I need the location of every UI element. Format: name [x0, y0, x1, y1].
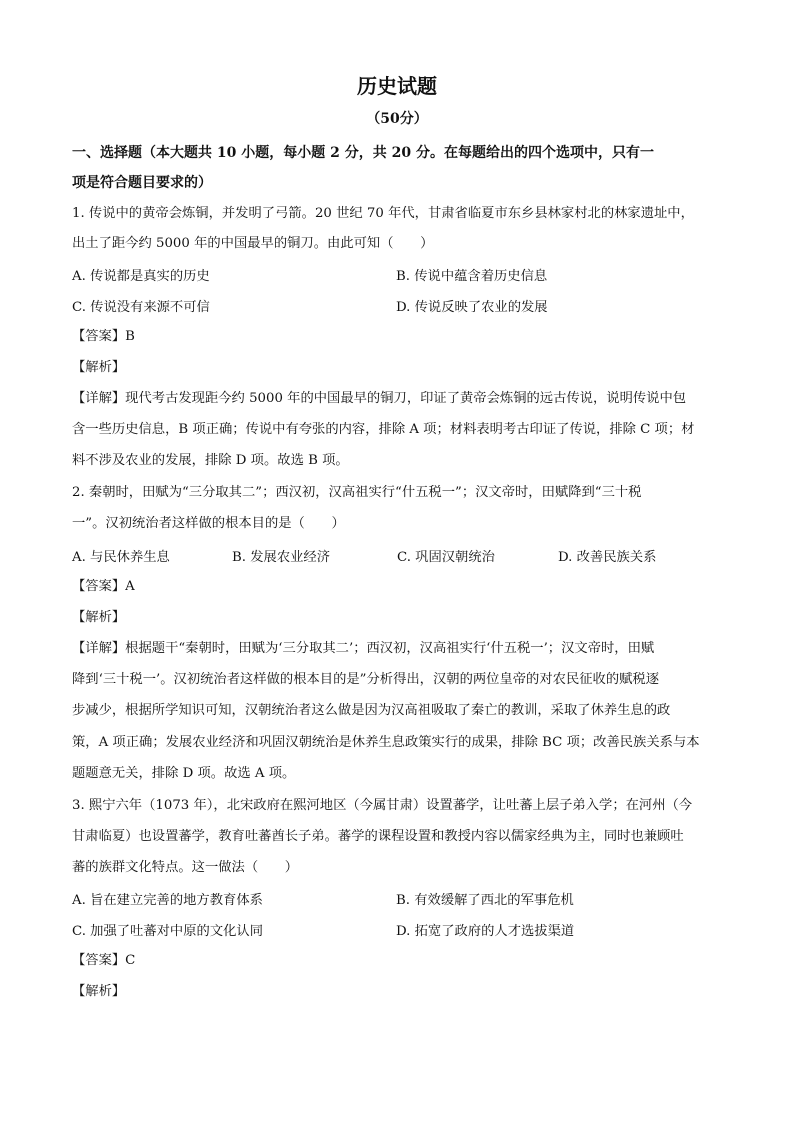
q3-stem-line1: 3. 熙宁六年（1073 年），北宋政府在熙河地区（今属甘肃）设置蕃学，让吐蕃上层子弟入学；在河州（今 [72, 798, 693, 813]
section-heading-line1: 一、选择题（本大题共 10 小题，每小题 2 分，共 20 分。在每题给出的四个选项中，只有一 [72, 145, 654, 161]
q2-option-d: D. 改善民族关系 [558, 550, 657, 565]
q2-detail-line4: 策，A 项正确；发展农业经济和巩固汉朝统治是休养生息政策实行的成果，排除 BC 项；改善民族关系与本 [72, 735, 700, 750]
q1-stem-line2: 出土了距今约 5000 年的中国最早的铜刀。由此可知（ ） [72, 236, 434, 251]
q3-stem-line2: 甘肃临夏）也设置蕃学，教育吐蕃酋长子弟。蕃学的课程设置和教授内容以儒家经典为主，同时也兼顾吐 [72, 829, 684, 844]
q1-detail-line3: 料不涉及农业的发展，排除 D 项。故选 B 项。 [72, 453, 349, 468]
q2-detail-line1: 【详解】根据题干“秦朝时，田赋为‘三分取其二’；西汉初，汉高祖实行‘什五税一’；汉文帝时，田赋 [72, 641, 655, 656]
page-title: 历史试题 [357, 74, 437, 98]
q1-option-d: D. 传说反映了农业的发展 [396, 300, 548, 315]
q1-answer: 【答案】B [72, 329, 135, 344]
q3-option-a: A. 旨在建立完善的地方教育体系 [72, 893, 263, 908]
q3-option-d: D. 拓宽了政府的人才选拔渠道 [396, 924, 575, 939]
total-score: （50分） [366, 111, 428, 127]
q2-detail-line5: 题题意无关，排除 D 项。故选 A 项。 [72, 766, 296, 781]
q2-answer: 【答案】A [72, 579, 135, 594]
q2-stem-line1: 2. 秦朝时，田赋为“三分取其二”；西汉初，汉高祖实行“什五税一”；汉文帝时，田赋降到“三十税 [72, 485, 642, 500]
q2-detail-line2: 降到‘三十税一’。汉初统治者这样做的根本目的是”分析得出，汉朝的两位皇帝的对农民征收的赋税逐 [72, 672, 660, 687]
q1-option-c: C. 传说没有来源不可信 [72, 300, 210, 315]
q1-detail-line2: 含一些历史信息，B 项正确；传说中有夸张的内容，排除 A 项；材料表明考古印证了传说，排除 C 项；材 [72, 422, 695, 437]
q2-detail-line3: 步减少，根据所学知识可知，汉朝统治者这么做是因为汉高祖吸取了秦亡的教训，采取了休养生息的政 [72, 703, 671, 718]
q3-analysis-label: 【解析】 [72, 984, 126, 999]
q1-option-a: A. 传说都是真实的历史 [72, 269, 210, 284]
q3-answer: 【答案】C [72, 953, 136, 968]
section-heading-line2: 项是符合题目要求的） [72, 175, 212, 191]
q3-stem-line3: 蕃的族群文化特点。这一做法（ ） [72, 860, 299, 875]
q3-option-c: C. 加强了吐蕃对中原的文化认同 [72, 924, 264, 939]
q2-analysis-label: 【解析】 [72, 610, 126, 625]
q1-analysis-label: 【解析】 [72, 360, 126, 375]
q1-stem-line1: 1. 传说中的黄帝会炼铜，并发明了弓箭。20 世纪 70 年代，甘肃省临夏市东乡县林家村北的林家遗址中， [72, 206, 694, 221]
q1-detail-line1: 【详解】现代考古发现距今约 5000 年的中国最早的铜刀，印证了黄帝会炼铜的远古传说，说明传说中包 [72, 391, 687, 406]
q2-option-c: C. 巩固汉朝统治 [397, 550, 495, 565]
q2-stem-line2: 一”。汉初统治者这样做的根本目的是（ ） [72, 516, 345, 531]
q3-option-b: B. 有效缓解了西北的军事危机 [396, 893, 574, 908]
q1-option-b: B. 传说中蕴含着历史信息 [396, 269, 548, 284]
q2-option-b: B. 发展农业经济 [232, 550, 331, 565]
q2-option-a: A. 与民休养生息 [72, 550, 170, 565]
